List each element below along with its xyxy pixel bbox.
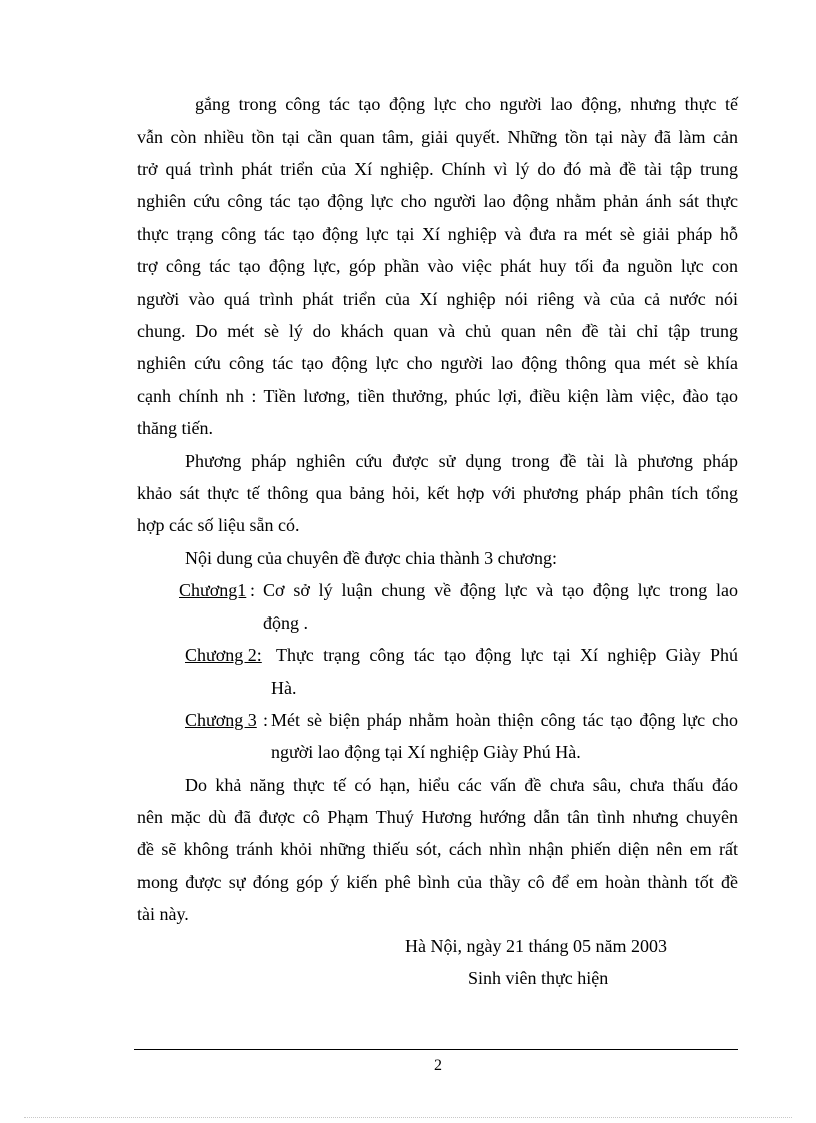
chapter-label: Chương1 <box>179 580 247 600</box>
chapter-title: Cơ sở lý luận chung về động lực và tạo động lực trong lao <box>263 580 738 600</box>
paragraph-line: nghiên cứu công tác tạo động lực cho người lao động nhằm phản ánh sát thực <box>137 191 738 211</box>
page-number: 2 <box>434 1057 442 1074</box>
chapters-intro: Nội dung của chuyên đề được chia thành 3 chương: <box>185 548 557 568</box>
chapter-title-cont: động . <box>263 613 308 633</box>
paragraph-line: mong được sự đóng góp ý kiến phê bình của thầy cô để em hoàn thành tốt đề <box>137 872 738 892</box>
paragraph-line: vẫn còn nhiều tồn tại cần quan tâm, giải quyết. Những tồn tại này đã làm cản <box>137 127 738 147</box>
paragraph-line: trở quá trình phát triển của Xí nghiệp. Chính vì lý do đó mà đề tài tập trung <box>137 159 738 179</box>
signature-role: Sinh viên thực hiện <box>468 968 609 988</box>
paragraph-line: khảo sát thực tế thông qua bảng hỏi, kết hợp với phương pháp phân tích tổng <box>137 483 738 503</box>
paragraph-line: thăng tiến. <box>137 418 213 438</box>
paragraph-line: nghiên cứu công tác tạo động lực cho người lao động thông qua mét sè khía <box>137 353 738 373</box>
paragraph-line: thực trạng công tác tạo động lực tại Xí nghiệp và đưa ra mét sè giải pháp hỗ <box>137 224 738 244</box>
page-bottom-edge <box>24 1117 792 1118</box>
paragraph-line: hợp các số liệu sẵn có. <box>137 515 300 535</box>
chapter-label: Chương 2: <box>185 645 262 665</box>
paragraph-line: Do khả năng thực tế có hạn, hiểu các vấn đề chưa sâu, chưa thấu đáo <box>185 775 738 795</box>
paragraph-line: cạnh chính nh : Tiền lương, tiền thưởng, phúc lợi, điều kiện làm việc, đào tạo <box>137 386 738 406</box>
chapter-title-cont: Hà. <box>271 678 297 698</box>
paragraph-line: nên mặc dù đã được cô Phạm Thuý Hương hướng dẫn tân tình nhưng chuyên <box>137 807 738 827</box>
paragraph-line: tài này. <box>137 904 189 924</box>
chapter-separator: : <box>263 710 269 730</box>
footer-divider <box>134 1049 738 1050</box>
chapter-title: Mét sè biện pháp nhằm hoàn thiện công tác tạo động lực cho <box>271 710 738 730</box>
paragraph-line: đề sẽ không tránh khỏi những thiếu sót, cách nhìn nhận phiến diện nên em rất <box>137 839 738 859</box>
paragraph-line: trợ công tác tạo động lực, góp phần vào việc phát huy tối đa nguồn lực con <box>137 256 738 276</box>
chapter-label: Chương 3 <box>185 710 257 730</box>
chapter-title: Thực trạng công tác tạo động lực tại Xí nghiệp Giày Phú <box>276 645 738 665</box>
chapter-separator: : <box>250 580 256 600</box>
paragraph-line: gắng trong công tác tạo động lực cho người lao động, nhưng thực tế <box>195 94 738 114</box>
chapter-title-cont: người lao động tại Xí nghiệp Giày Phú Hà. <box>271 742 581 762</box>
signature-place-date: Hà Nội, ngày 21 tháng 05 năm 2003 <box>405 936 667 956</box>
paragraph-line: người vào quá trình phát triển của Xí nghiệp nói riêng và của cả nước nói <box>137 289 738 309</box>
paragraph-line: Phương pháp nghiên cứu được sử dụng trong đề tài là phương pháp <box>185 451 738 471</box>
paragraph-line: chung. Do mét sè lý do khách quan và chủ quan nên đề tài chỉ tập trung <box>137 321 738 341</box>
